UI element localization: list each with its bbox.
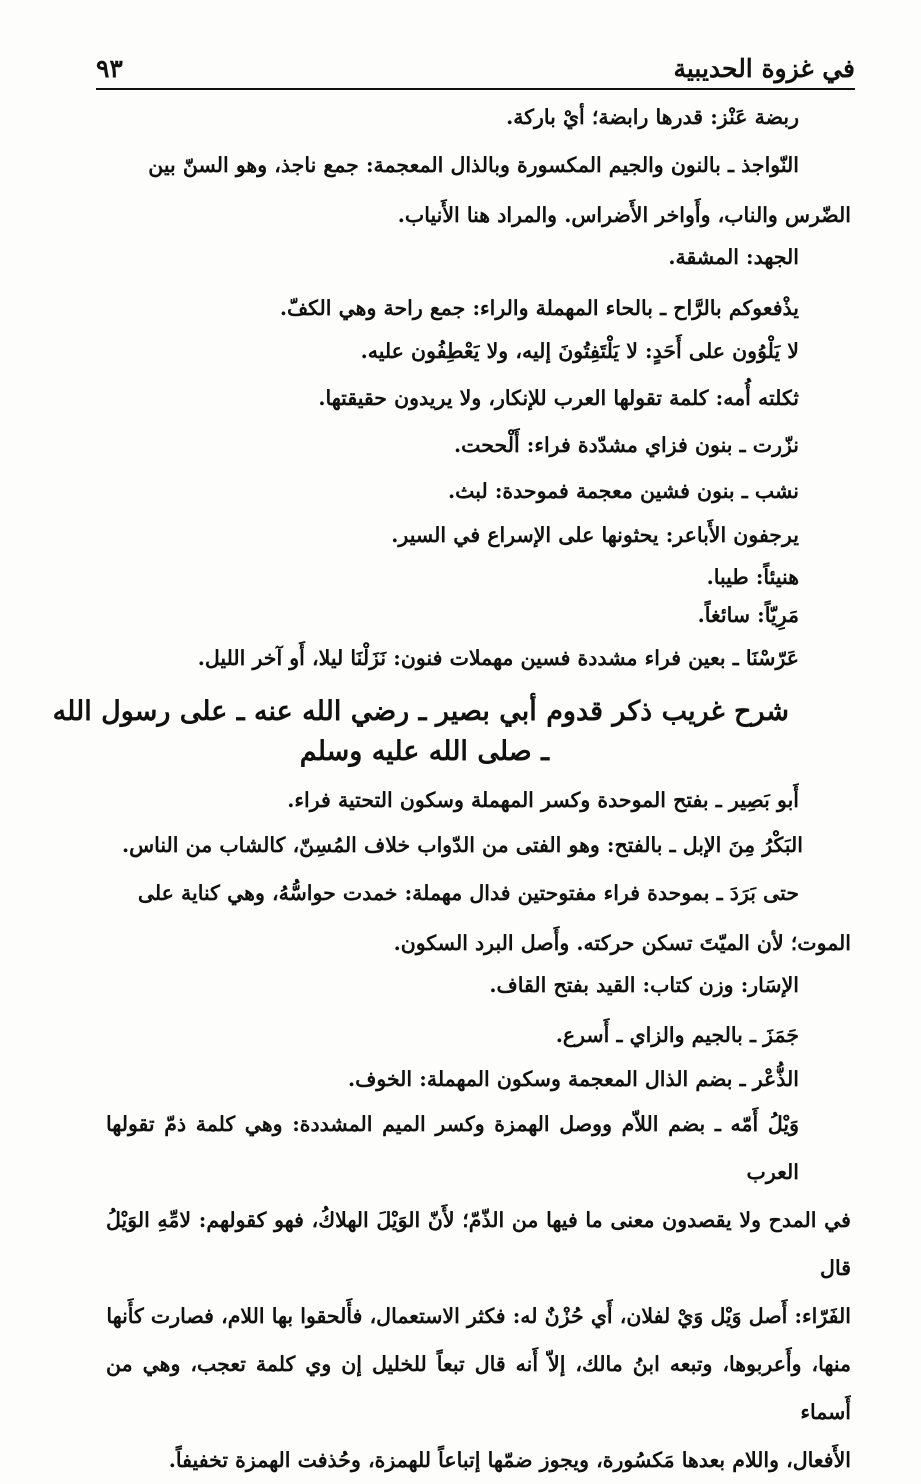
glossary-entry: هنيئاً: طيبا. bbox=[706, 565, 799, 589]
glossary-entry: الذُّعْر ـ بضم الذال المعجمة وسكون المهملة: الخوف. bbox=[347, 1067, 799, 1091]
glossary-entry: حتى بَرَدَ ـ بموحدة فراء مفتوحتين فدال مهملة: خمدت حواسُّهُ، وهي كناية على الموت؛ لأن الميّتَ تسكن حركته. وأَصل البرد السكون. bbox=[137, 881, 851, 955]
glossary-entry: الجهد: المشقة. bbox=[668, 245, 799, 269]
glossary-entry: مَرِيّاً: سائغاً. bbox=[697, 603, 799, 627]
glossary-entry: وَيْلُ أَمّه ـ بضم اللاّم ووصل الهمزة وكسر الميم المشددة: وهي كلمة ذمّ تقولها العرب في المدح ولا يقصدون معنى ما فيها من الذّمّ؛ لأَنّ الوَيْلَ الهلاكُ، فهو كقولهم: لامِّهِ الوَيْلُ قال الفَرّاء: أَصل وَيْل وَيْ لفلان، أَي حُزْنٌ له: فكثر الاستعمال، فأَلحقوا بها اللام، فصارت كأَنها منها، وأَعربوها، وتبعه ابنُ مالك، إلاّ أَنه قال تبعاً للخليل إن وي كلمة تعجب، وهي من أَسماء الأَفعال، واللام بعدها مَكسُورة، ويجوز ضمّها إتباعاً للهمزة، وحُذفت الهمزة تخفيفاً. bbox=[106, 1112, 851, 1472]
glossary-entry: أَبو بَصِير ـ بفتح الموحدة وكسر المهملة وسكون التحتية فراء. bbox=[287, 788, 799, 812]
glossary-entry: نزّرت ـ بنون فزاي مشدّدة فراء: أَلْححت. bbox=[453, 433, 799, 457]
glossary-entry: البَكْرُ مِنَ الإبل ـ بالفتح: وهو الفتى من الدّواب خلاف المُسِنّ، كالشاب من الناس. bbox=[121, 833, 803, 857]
chapter-title: في غزوة الحديبية bbox=[673, 54, 855, 83]
glossary-entry: نشب ـ بنون فشين معجمة فموحدة: لبث. bbox=[448, 479, 799, 503]
glossary-entry: عَرّسْنَا ـ بعين فراء مشددة فسين مهملات فنون: نَزَلْنَا ليلا، أَو آخر الليل. bbox=[197, 646, 799, 670]
section-heading-line: ـ صلى الله عليه وسلم bbox=[299, 736, 549, 767]
glossary-entry: يرجفون الأَباعر: يحثونها على الإسراع في السير. bbox=[391, 523, 799, 547]
glossary-entry: ثكلته أُمه: كلمة تقولها العرب للإنكار، ولا يريدون حقيقتها. bbox=[318, 386, 799, 410]
section-heading-line: شرح غريب ذكر قدوم أبي بصير ـ رضي الله عنه ـ على رسول الله bbox=[52, 696, 789, 727]
glossary-entry: النّواجذ ـ بالنون والجيم المكسورة وبالذال المعجمة: جمع ناجذ، وهو السنّ بين الضّرس والناب، وأَواخر الأَضراس. والمراد هنا الأَنياب. bbox=[148, 153, 851, 227]
glossary-entry: الإسَار: وزن كتاب: القيد بفتح القاف. bbox=[489, 973, 799, 997]
running-header bbox=[96, 38, 855, 90]
page-number: ٩٣ bbox=[96, 54, 123, 83]
section-heading bbox=[52, 692, 789, 772]
glossary-entry: يذْفعوكم بالرَّاح ـ بالحاء المهملة والراء: جمع راحة وهي الكفّ. bbox=[279, 296, 799, 320]
glossary-entry: ربضة عَنْز: قدرها رابضة؛ أيْ باركة. bbox=[506, 105, 799, 129]
glossary-entry: جَمَزَ ـ بالجيم والزاي ـ أَسرع. bbox=[555, 1023, 799, 1047]
glossary-entry: لا يَلْوُون على أَحَدٍ: لا يَلْتَفِتُونَ إليه، ولا يَعْطِفُون عليه. bbox=[360, 339, 799, 363]
